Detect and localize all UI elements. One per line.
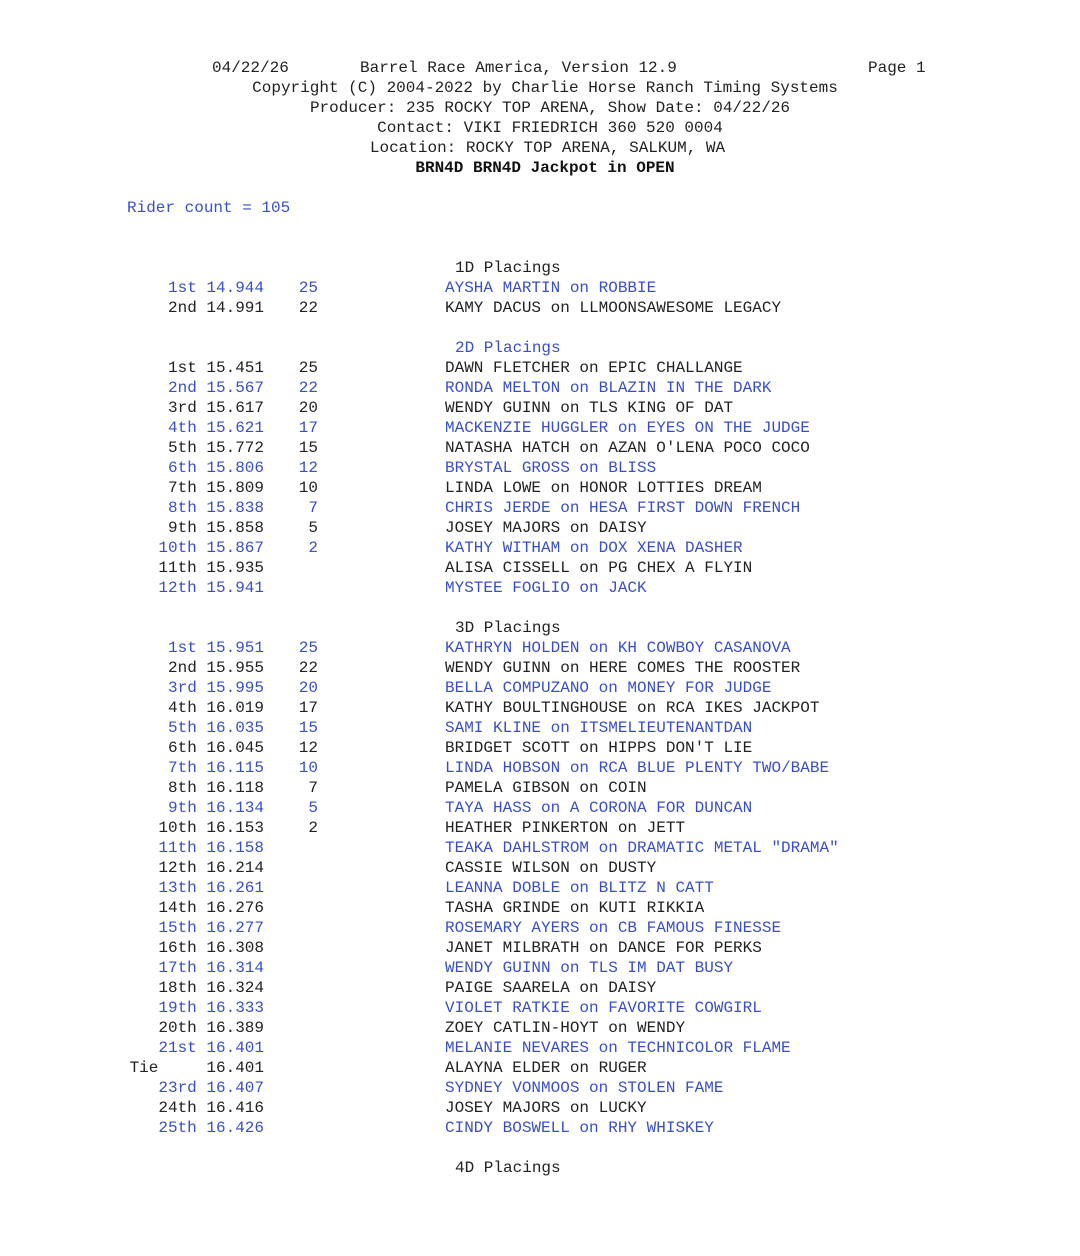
rider-on-horse[interactable]: CHRIS JERDE on HESA FIRST DOWN FRENCH bbox=[445, 499, 801, 517]
placing-time: 6th 15.806 bbox=[167, 459, 264, 477]
placing-row bbox=[0, 1018, 1080, 1038]
placing-time: Tie 16.401 bbox=[129, 1059, 264, 1077]
placing-points: 5 bbox=[308, 519, 318, 537]
section-title: 1D Placings bbox=[455, 259, 561, 277]
rider-on-horse[interactable]: LINDA HOBSON on RCA BLUE PLENTY TWO/BABE bbox=[445, 759, 830, 777]
contact-line: Contact: VIKI FRIEDRICH 360 520 0004 bbox=[377, 119, 723, 137]
rider-on-horse: ZOEY CATLIN-HOYT on WENDY bbox=[445, 1019, 686, 1037]
rider-on-horse[interactable]: TAYA HASS on A CORONA FOR DUNCAN bbox=[445, 799, 753, 817]
rider-on-horse[interactable]: SYDNEY VONMOOS on STOLEN FAME bbox=[445, 1079, 724, 1097]
placing-row bbox=[0, 438, 1080, 458]
placing-time: 9th 15.858 bbox=[167, 519, 264, 537]
rider-on-horse: DAWN FLETCHER on EPIC CHALLANGE bbox=[445, 359, 743, 377]
rider-on-horse[interactable]: MACKENZIE HUGGLER on EYES ON THE JUDGE bbox=[445, 419, 810, 437]
rider-on-horse: BRIDGET SCOTT on HIPPS DON'T LIE bbox=[445, 739, 753, 757]
placing-time: 21st 16.401 bbox=[158, 1039, 264, 1057]
placing-row[interactable] bbox=[0, 758, 1080, 778]
placing-time: 8th 16.118 bbox=[167, 779, 264, 797]
placing-row bbox=[0, 358, 1080, 378]
placing-points: 17 bbox=[298, 419, 318, 437]
section-title: 4D Placings bbox=[455, 1159, 561, 1177]
rider-on-horse[interactable]: KATHY WITHAM on DOX XENA DASHER bbox=[445, 539, 743, 557]
placing-time: 12th 16.214 bbox=[158, 859, 264, 877]
rider-on-horse[interactable]: BELLA COMPUZANO on MONEY FOR JUDGE bbox=[445, 679, 772, 697]
placing-points: 12 bbox=[298, 739, 318, 757]
section-title[interactable]: 2D Placings bbox=[455, 339, 561, 357]
placing-points: 2 bbox=[308, 539, 318, 557]
placing-time: 23rd 16.407 bbox=[158, 1079, 264, 1097]
placing-time: 4th 15.621 bbox=[167, 419, 264, 437]
report-date: 04/22/26 bbox=[212, 59, 289, 77]
placing-points: 15 bbox=[298, 719, 318, 737]
placing-time: 17th 16.314 bbox=[158, 959, 264, 977]
rider-on-horse: JANET MILBRATH on DANCE FOR PERKS bbox=[445, 939, 762, 957]
placing-time: 7th 15.809 bbox=[167, 479, 264, 497]
placing-points: 2 bbox=[308, 819, 318, 837]
placing-time: 20th 16.389 bbox=[158, 1019, 264, 1037]
placing-time: 5th 15.772 bbox=[167, 439, 264, 457]
rider-on-horse: PAIGE SAARELA on DAISY bbox=[445, 979, 657, 997]
placing-time: 6th 16.045 bbox=[167, 739, 264, 757]
placing-points: 17 bbox=[298, 699, 318, 717]
placing-time: 3rd 15.617 bbox=[167, 399, 264, 417]
rider-on-horse[interactable]: VIOLET RATKIE on FAVORITE COWGIRL bbox=[445, 999, 762, 1017]
placing-row bbox=[0, 778, 1080, 798]
placing-row bbox=[0, 298, 1080, 318]
placing-time: 11th 15.935 bbox=[158, 559, 264, 577]
rider-on-horse: NATASHA HATCH on AZAN O'LENA POCO COCO bbox=[445, 439, 810, 457]
rider-on-horse[interactable]: SAMI KLINE on ITSMELIEUTENANTDAN bbox=[445, 719, 753, 737]
placing-points: 7 bbox=[308, 779, 318, 797]
rider-on-horse: JOSEY MAJORS on LUCKY bbox=[445, 1099, 647, 1117]
rider-on-horse: JOSEY MAJORS on DAISY bbox=[445, 519, 647, 537]
placing-points: 20 bbox=[298, 399, 318, 417]
placing-row[interactable] bbox=[0, 578, 1080, 598]
event-title: BRN4D BRN4D Jackpot in OPEN bbox=[415, 159, 675, 177]
placing-points: 10 bbox=[298, 759, 318, 777]
placing-time: 10th 15.867 bbox=[158, 539, 264, 557]
placing-time: 13th 16.261 bbox=[158, 879, 264, 897]
placing-row[interactable] bbox=[0, 538, 1080, 558]
placing-time: 14th 16.276 bbox=[158, 899, 264, 917]
placing-row[interactable] bbox=[0, 918, 1080, 938]
placing-points: 25 bbox=[298, 639, 318, 657]
placing-row bbox=[0, 398, 1080, 418]
copyright-line: Copyright (C) 2004-2022 by Charlie Horse Ranch Timing Systems bbox=[252, 79, 838, 97]
placing-time: 25th 16.426 bbox=[158, 1119, 264, 1137]
placing-time: 18th 16.324 bbox=[158, 979, 264, 997]
placing-time: 11th 16.158 bbox=[158, 839, 264, 857]
placing-row[interactable] bbox=[0, 458, 1080, 478]
placing-row bbox=[0, 658, 1080, 678]
placing-time: 15th 16.277 bbox=[158, 919, 264, 937]
placing-points: 20 bbox=[298, 679, 318, 697]
rider-on-horse[interactable]: MELANIE NEVARES on TECHNICOLOR FLAME bbox=[445, 1039, 791, 1057]
placing-points: 7 bbox=[308, 499, 318, 517]
placing-time: 2nd 15.955 bbox=[167, 659, 264, 677]
placing-points: 22 bbox=[298, 299, 318, 317]
placing-row[interactable] bbox=[0, 798, 1080, 818]
placing-row[interactable] bbox=[0, 498, 1080, 518]
placing-row[interactable] bbox=[0, 418, 1080, 438]
rider-on-horse: KAMY DACUS on LLMOONSAWESOME LEGACY bbox=[445, 299, 782, 317]
rider-on-horse[interactable]: TEAKA DAHLSTROM on DRAMATIC METAL "DRAMA" bbox=[445, 839, 839, 857]
rider-on-horse: LINDA LOWE on HONOR LOTTIES DREAM bbox=[445, 479, 762, 497]
rider-on-horse[interactable]: ROSEMARY AYERS on CB FAMOUS FINESSE bbox=[445, 919, 782, 937]
placing-row[interactable] bbox=[0, 958, 1080, 978]
rider-on-horse[interactable]: WENDY GUINN on TLS IM DAT BUSY bbox=[445, 959, 734, 977]
placing-points: 25 bbox=[298, 359, 318, 377]
placing-time: 9th 16.134 bbox=[167, 799, 264, 817]
rider-on-horse: KATHY BOULTINGHOUSE on RCA IKES JACKPOT bbox=[445, 699, 820, 717]
placing-points: 25 bbox=[298, 279, 318, 297]
placing-time: 7th 16.115 bbox=[167, 759, 264, 777]
placing-row bbox=[0, 698, 1080, 718]
rider-on-horse: ALISA CISSELL on PG CHEX A FLYIN bbox=[445, 559, 753, 577]
producer-line: Producer: 235 ROCKY TOP ARENA, Show Date: 04/22/26 bbox=[309, 99, 791, 117]
placing-points: 22 bbox=[298, 379, 318, 397]
placing-row bbox=[0, 1058, 1080, 1078]
rider-on-horse: WENDY GUINN on HERE COMES THE ROOSTER bbox=[445, 659, 801, 677]
placing-row bbox=[0, 818, 1080, 838]
placing-time: 1st 15.451 bbox=[167, 359, 264, 377]
location-line: Location: ROCKY TOP ARENA, SALKUM, WA bbox=[369, 139, 726, 157]
placing-time: 2nd 15.567 bbox=[167, 379, 264, 397]
placing-row[interactable] bbox=[0, 998, 1080, 1018]
rider-on-horse: CASSIE WILSON on DUSTY bbox=[445, 859, 657, 877]
rider-on-horse: HEATHER PINKERTON on JETT bbox=[445, 819, 686, 837]
page-number: Page 1 bbox=[868, 59, 926, 77]
placing-row[interactable] bbox=[0, 878, 1080, 898]
placing-row bbox=[0, 898, 1080, 918]
placing-row bbox=[0, 1098, 1080, 1118]
placing-points: 22 bbox=[298, 659, 318, 677]
rider-on-horse[interactable]: AYSHA MARTIN on ROBBIE bbox=[445, 279, 657, 297]
rider-count[interactable]: Rider count = 105 bbox=[127, 199, 291, 217]
placing-points: 15 bbox=[298, 439, 318, 457]
placing-time: 1st 14.944 bbox=[167, 279, 264, 297]
rider-on-horse: TASHA GRINDE on KUTI RIKKIA bbox=[445, 899, 705, 917]
rider-on-horse[interactable]: RONDA MELTON on BLAZIN IN THE DARK bbox=[445, 379, 772, 397]
placing-points: 12 bbox=[298, 459, 318, 477]
placing-time: 10th 16.153 bbox=[158, 819, 264, 837]
section-title: 3D Placings bbox=[455, 619, 561, 637]
rider-on-horse[interactable]: CINDY BOSWELL on RHY WHISKEY bbox=[445, 1119, 714, 1137]
placing-time: 2nd 14.991 bbox=[167, 299, 264, 317]
placing-row bbox=[0, 938, 1080, 958]
placing-row bbox=[0, 978, 1080, 998]
rider-on-horse[interactable]: KATHRYN HOLDEN on KH COWBOY CASANOVA bbox=[445, 639, 791, 657]
placing-row bbox=[0, 738, 1080, 758]
rider-on-horse[interactable]: MYSTEE FOGLIO on JACK bbox=[445, 579, 647, 597]
placing-time: 12th 15.941 bbox=[158, 579, 264, 597]
rider-on-horse[interactable]: LEANNA DOBLE on BLITZ N CATT bbox=[445, 879, 714, 897]
placing-row[interactable] bbox=[0, 278, 1080, 298]
placing-row bbox=[0, 558, 1080, 578]
placing-row bbox=[0, 478, 1080, 498]
placing-time: 16th 16.308 bbox=[158, 939, 264, 957]
placing-row[interactable] bbox=[0, 718, 1080, 738]
placing-row[interactable] bbox=[0, 638, 1080, 658]
app-title: Barrel Race America, Version 12.9 bbox=[360, 59, 677, 77]
placing-row[interactable] bbox=[0, 838, 1080, 858]
rider-on-horse[interactable]: BRYSTAL GROSS on BLISS bbox=[445, 459, 657, 477]
placing-points: 5 bbox=[308, 799, 318, 817]
placing-time: 5th 16.035 bbox=[167, 719, 264, 737]
placing-row bbox=[0, 858, 1080, 878]
placing-time: 24th 16.416 bbox=[158, 1099, 264, 1117]
placing-row[interactable] bbox=[0, 678, 1080, 698]
placing-row[interactable] bbox=[0, 1078, 1080, 1098]
placing-time: 3rd 15.995 bbox=[167, 679, 264, 697]
placing-points: 10 bbox=[298, 479, 318, 497]
placing-time: 8th 15.838 bbox=[167, 499, 264, 517]
placing-row[interactable] bbox=[0, 1038, 1080, 1058]
placing-time: 1st 15.951 bbox=[167, 639, 264, 657]
placing-row[interactable] bbox=[0, 378, 1080, 398]
rider-on-horse: WENDY GUINN on TLS KING OF DAT bbox=[445, 399, 734, 417]
rider-on-horse: ALAYNA ELDER on RUGER bbox=[445, 1059, 647, 1077]
placing-time: 19th 16.333 bbox=[158, 999, 264, 1017]
placing-time: 4th 16.019 bbox=[167, 699, 264, 717]
placing-row bbox=[0, 518, 1080, 538]
placing-row[interactable] bbox=[0, 1118, 1080, 1138]
rider-on-horse: PAMELA GIBSON on COIN bbox=[445, 779, 647, 797]
